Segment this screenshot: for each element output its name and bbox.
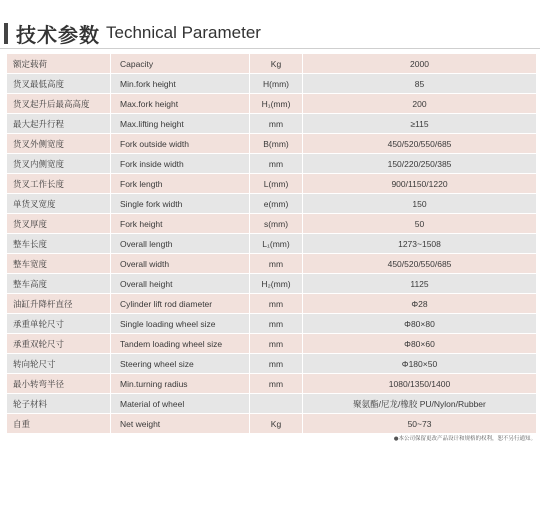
param-name-cn: 最大起升行程 <box>7 114 111 134</box>
param-value: 50~73 <box>303 414 537 434</box>
table-row <box>7 154 537 174</box>
table-row <box>7 54 537 74</box>
param-value: Φ28 <box>303 294 537 314</box>
param-unit <box>250 394 303 414</box>
param-value: ≥115 <box>303 114 537 134</box>
param-unit: mm <box>250 294 303 314</box>
table-row <box>7 394 537 414</box>
param-name-cn: 货叉最低高度 <box>7 74 111 94</box>
param-value: 聚氨酯/尼龙/橡胶 PU/Nylon/Rubber <box>303 394 537 414</box>
param-unit: mm <box>250 354 303 374</box>
disclaimer-footnote: ●本公司保留更改产品设计和规格的权利，恕不另行通知。 <box>393 436 536 442</box>
table-row <box>7 74 537 94</box>
heading-title-en: Technical Parameter <box>106 23 261 42</box>
param-name-cn: 承重单轮尺寸 <box>7 314 111 334</box>
param-name-en: Fork length <box>111 174 250 194</box>
param-unit: L(mm) <box>250 174 303 194</box>
param-name-cn: 货叉内侧宽度 <box>7 154 111 174</box>
param-value: 450/520/550/685 <box>303 254 537 274</box>
table-row <box>7 354 537 374</box>
param-name-cn: 最小转弯半径 <box>7 374 111 394</box>
param-unit: Kg <box>250 414 303 434</box>
param-name-cn: 货叉起升后最高高度 <box>7 94 111 114</box>
param-name-cn: 整车长度 <box>7 234 111 254</box>
param-name-en: Overall height <box>111 274 250 294</box>
table-row <box>7 214 537 234</box>
param-unit: mm <box>250 334 303 354</box>
spec-table <box>6 53 537 434</box>
param-name-en: Steering wheel size <box>111 354 250 374</box>
param-name-en: Overall length <box>111 234 250 254</box>
param-value: 1080/1350/1400 <box>303 374 537 394</box>
param-name-en: Max.lifting height <box>111 114 250 134</box>
table-row <box>7 174 537 194</box>
table-row <box>7 274 537 294</box>
param-name-en: Max.fork height <box>111 94 250 114</box>
param-unit: H(mm) <box>250 74 303 94</box>
param-name-cn: 单货叉宽度 <box>7 194 111 214</box>
param-name-en: Material of wheel <box>111 394 250 414</box>
param-value: 2000 <box>303 54 537 74</box>
heading-accent-bar <box>4 23 8 44</box>
param-unit: mm <box>250 254 303 274</box>
param-name-en: Tandem loading wheel size <box>111 334 250 354</box>
table-row <box>7 134 537 154</box>
param-name-cn: 货叉厚度 <box>7 214 111 234</box>
param-value: 900/1150/1220 <box>303 174 537 194</box>
table-row <box>7 114 537 134</box>
param-unit: B(mm) <box>250 134 303 154</box>
table-row <box>7 94 537 114</box>
param-value: 1273~1508 <box>303 234 537 254</box>
param-name-en: Net weight <box>111 414 250 434</box>
param-unit: H₂(mm) <box>250 274 303 294</box>
param-name-en: Fork height <box>111 214 250 234</box>
param-value: 150/220/250/385 <box>303 154 537 174</box>
table-row <box>7 194 537 214</box>
param-name-cn: 整车宽度 <box>7 254 111 274</box>
table-row <box>7 294 537 314</box>
param-name-cn: 额定载荷 <box>7 54 111 74</box>
table-row <box>7 334 537 354</box>
param-name-cn: 轮子材料 <box>7 394 111 414</box>
section-heading <box>4 20 261 46</box>
param-name-cn: 整车高度 <box>7 274 111 294</box>
param-unit: s(mm) <box>250 214 303 234</box>
param-name-cn: 承重双轮尺寸 <box>7 334 111 354</box>
param-value: 50 <box>303 214 537 234</box>
param-name-cn: 自重 <box>7 414 111 434</box>
param-value: Φ80×80 <box>303 314 537 334</box>
param-unit: mm <box>250 154 303 174</box>
param-value: 200 <box>303 94 537 114</box>
param-value: 1125 <box>303 274 537 294</box>
param-name-en: Capacity <box>111 54 250 74</box>
param-name-cn: 货叉外侧宽度 <box>7 134 111 154</box>
param-value: 150 <box>303 194 537 214</box>
table-row <box>7 254 537 274</box>
param-value: 450/520/550/685 <box>303 134 537 154</box>
param-name-en: Single loading wheel size <box>111 314 250 334</box>
table-row <box>7 234 537 254</box>
param-name-en: Min.fork height <box>111 74 250 94</box>
table-row <box>7 314 537 334</box>
param-unit: e(mm) <box>250 194 303 214</box>
param-name-en: Min.turning radius <box>111 374 250 394</box>
table-row <box>7 374 537 394</box>
heading-title-cn: 技术参数 <box>16 22 100 47</box>
param-name-en: Fork outside width <box>111 134 250 154</box>
param-value: Φ180×50 <box>303 354 537 374</box>
param-unit: mm <box>250 114 303 134</box>
param-name-cn: 货叉工作长度 <box>7 174 111 194</box>
param-name-cn: 转向轮尺寸 <box>7 354 111 374</box>
table-row <box>7 414 537 434</box>
heading-divider <box>0 48 540 49</box>
param-name-en: Cylinder lift rod diameter <box>111 294 250 314</box>
param-value: 85 <box>303 74 537 94</box>
param-name-en: Overall width <box>111 254 250 274</box>
param-unit: Kg <box>250 54 303 74</box>
param-name-cn: 油缸升降杆直径 <box>7 294 111 314</box>
param-value: Φ80×60 <box>303 334 537 354</box>
param-name-en: Fork inside width <box>111 154 250 174</box>
param-unit: L₁(mm) <box>250 234 303 254</box>
param-unit: mm <box>250 374 303 394</box>
param-unit: H₁(mm) <box>250 94 303 114</box>
param-name-en: Single fork width <box>111 194 250 214</box>
param-unit: mm <box>250 314 303 334</box>
